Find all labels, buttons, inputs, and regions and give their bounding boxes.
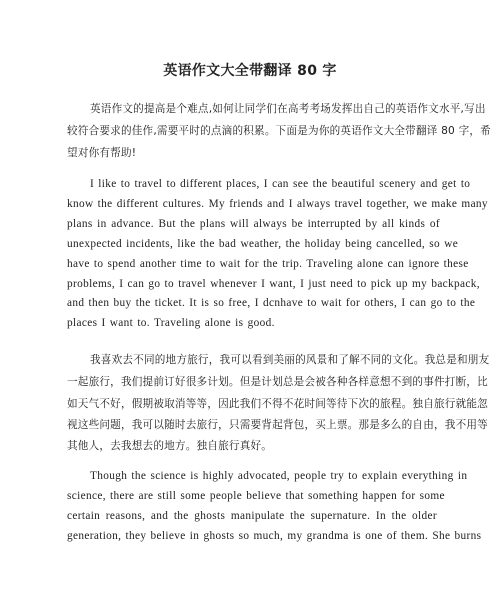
essay1-en-line: I like to travel to different places, I can see the beautiful scenery and get to xyxy=(90,178,471,190)
essay2-en-line: generation, they believe in ghosts so much, my grandma is one of them. She burns xyxy=(67,530,482,542)
essay1-en-line: and then buy the ticket. It is so free, I dcnhave to wait for others, I can go to the xyxy=(67,297,476,309)
essay1-cn-line: 其他人，去我想去的地方。独自旅行真好。 xyxy=(67,440,273,452)
essay1-en-line: problems, I can go to travel whenever I want, I just need to pick up my backpack, xyxy=(67,278,480,290)
essay1-cn-line: 如天气不好，假期被取消等等，因此我们不得不花时间等待下次的旅程。独自旅行就能忽 xyxy=(67,398,488,410)
intro-line: 较符合要求的佳作,需要平时的点滴的积累。下面是为你的英语作文大全带翻译 80 字，希 xyxy=(67,125,491,137)
essay2-en-line: science, there are still some people believe that something happen for some xyxy=(67,490,445,502)
intro-line: 望对你有帮助! xyxy=(67,147,137,159)
essay1-en-line: plans in advance. But the plans will always be interrupted by all kinds of xyxy=(67,218,440,230)
essay1-en-line: have to spend another time to wait for the trip. Traveling alone can ignore these xyxy=(67,258,469,270)
essay1-en-line: know the different cultures. My friends and I always travel together, we make many xyxy=(67,198,488,210)
document-title: 英语作文大全带翻译 80 字 xyxy=(163,63,337,79)
essay1-cn-line: 视这些问题，我可以随时去旅行，只需要背起背包，买上票。那是多么的自由，我不用等 xyxy=(67,419,488,431)
essay1-en-line: places I want to. Traveling alone is good. xyxy=(67,317,275,329)
essay1-cn-line: 我喜欢去不同的地方旅行，我可以看到美丽的风景和了解不同的文化。我总是和朋友 xyxy=(90,354,490,366)
essay2-en-line: certain reasons, and the ghosts manipulate the supernature. In the older xyxy=(67,510,437,522)
essay2-en-line: Though the science is highly advocated, people try to explain everything in xyxy=(90,470,468,482)
essay1-cn-line: 一起旅行，我们提前订好很多计划。但是计划总是会被各种各样意想不到的事件打断，比 xyxy=(67,376,488,388)
intro-line: 英语作文的提高是个难点,如何让同学们在高考考场发挥出自己的英语作文水平,写出 xyxy=(90,103,486,115)
essay1-en-line: unexpected incidents, like the bad weather, the holiday being cancelled, so we xyxy=(67,238,459,250)
